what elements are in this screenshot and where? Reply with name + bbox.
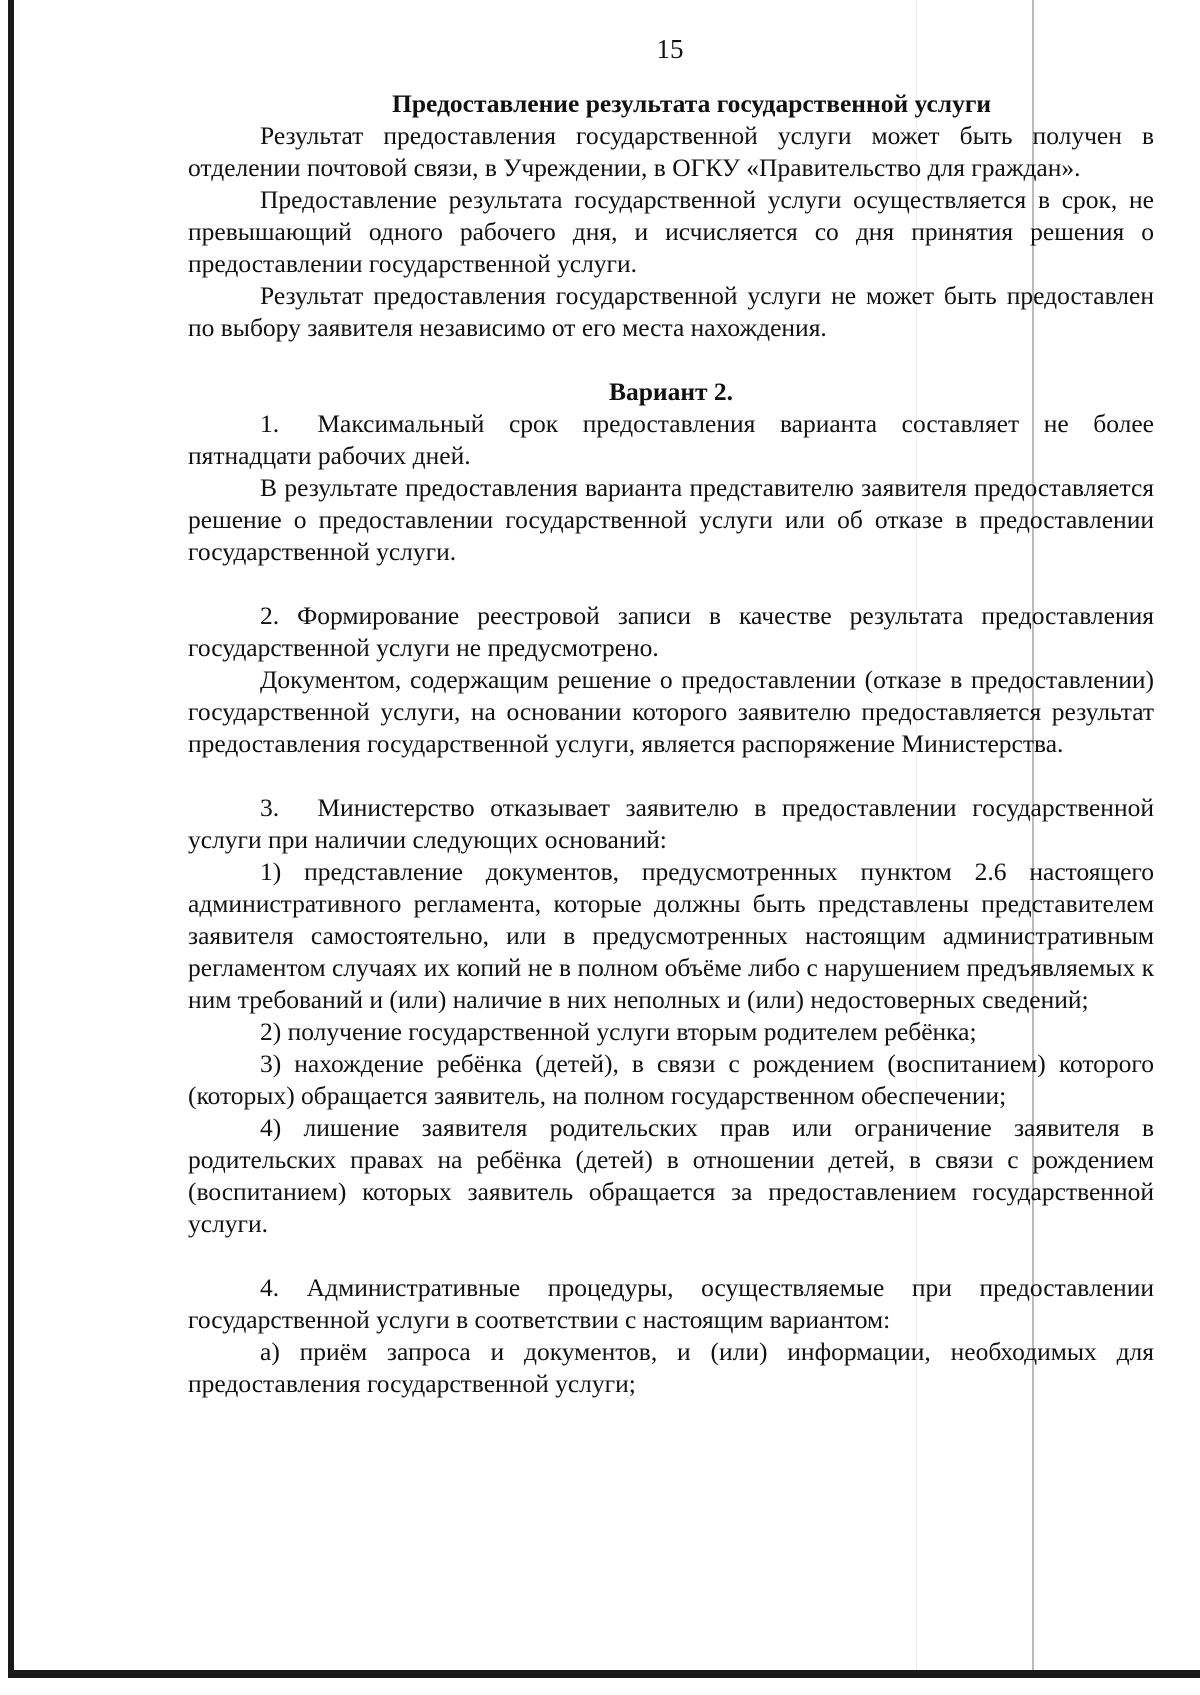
scan-border-bottom [8,1670,1200,1678]
paragraph: Документом, содержащим решение о предоставлении (отказе в предоставлении) государственной услуги, на основании которого заявителю предоставляется результат предоставления государственной услуги, является распоряжение Министерства. [188,665,1154,758]
scan-border-left [8,0,14,1676]
paragraph: В результате предоставления варианта представителю заявителя предоставляется решение о предоставлении государственной услуги или об отказе в предоставлении государственной услуги. [188,473,1154,566]
spacer [188,344,1154,376]
document-body [188,88,1154,1400]
list-item: 2) получение государственной услуги вторым родителем ребёнка; [260,1017,977,1046]
section-heading-variant: Вариант 2. [608,377,734,406]
list-item: 1) представление документов, предусмотренных пунктом 2.6 настоящего административного регламента, которые должны быть представлены представителем заявителя самостоятельно, или в предусмотренных настоящим административным регламентом случаях их копий не в полном объёме либо с нарушением предъявляемых к ним требований и (или) наличие в них неполных и (или) недостоверных сведений; [188,857,1154,1014]
list-item: а) приём запроса и документов, и (или) информации, необходимых для предоставления государственной услуги; [188,1337,1154,1398]
spacer [188,1240,1154,1272]
paragraph: 3. Министерство отказывает заявителю в предоставлении государственной услуги при наличии следующих оснований: [188,793,1154,854]
paragraph: Результат предоставления государственной услуги не может быть предоставлен по выбору заявителя независимо от его места нахождения. [188,281,1154,342]
section-heading-result: Предоставление результата государственной услуги [392,89,992,118]
list-item: 4) лишение заявителя родительских прав или ограничение заявителя в родительских правах на ребёнка (детей) в отношении детей, в связи с рождением (воспитанием) которых заявитель обращается за предоставлением государственной услуги. [188,1113,1154,1238]
paragraph: 2. Формирование реестровой записи в качестве результата предоставления государственной услуги не предусмотрено. [188,601,1154,662]
paragraph: 4. Административные процедуры, осуществляемые при предоставлении государственной услуги в соответствии с настоящим вариантом: [188,1273,1154,1334]
spacer [188,568,1154,600]
list-item: 3) нахождение ребёнка (детей), в связи с рождением (воспитанием) которого (которых) обращается заявитель, на полном государственном обеспечении; [188,1049,1154,1110]
page-number: 15 [656,34,684,64]
spacer [188,760,1154,792]
paragraph: 1. Максимальный срок предоставления варианта составляет не более пятнадцати рабочих дней. [188,409,1154,470]
paragraph: Предоставление результата государственной услуги осуществляется в срок, не превышающий одного рабочего дня, и исчисляется со дня принятия решения о предоставлении государственной услуги. [188,185,1154,278]
paragraph: Результат предоставления государственной услуги может быть получен в отделении почтовой связи, в Учреждении, в ОГКУ «Правительство для граждан». [188,121,1154,182]
